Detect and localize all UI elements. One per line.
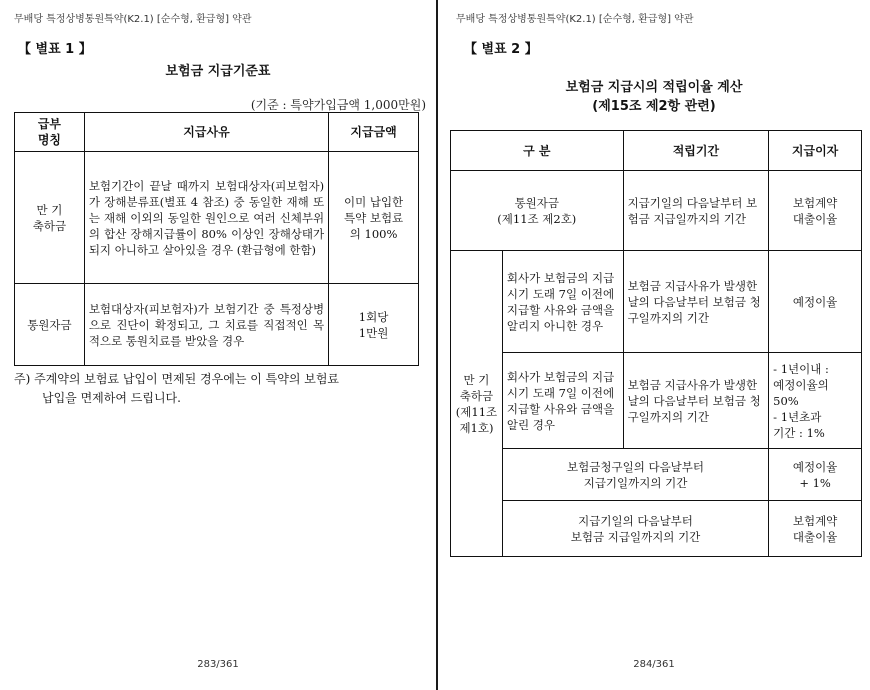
footnote-line: 납입을 면제하여 드립니다. [42,391,181,405]
period-cell: 지급기일의 다음날부터 보험금 지급일까지의 기간 [623,171,769,251]
category-cell: 통원자금 (제11조 제2호) [451,171,624,251]
column-header: 지급사유 [84,113,328,152]
benefit-table [14,112,419,366]
period-cell: 보험금청구일의 다음날부터 지급기일까지의 기간 [502,449,768,501]
table-header-row [451,131,862,171]
benefit-amount-cell: 이미 납입한 특약 보험료 의 100% [329,152,419,284]
benefit-reason-cell: 보험대상자(피보험자)가 보험기간 중 특정상병으로 진단이 확정되고, 그 치료를 직접적인 목적으로 통원치료를 받았을 경우 [84,284,328,366]
table-row [451,251,862,353]
table-row [15,284,419,366]
period-cell: 보험금 지급사유가 발생한 날의 다음날부터 보험금 청구일까지의 기간 [623,353,769,449]
interest-cell: 보험계약 대출이율 [769,171,862,251]
table-row [451,449,862,501]
interest-cell: 예정이율 + 1% [769,449,862,501]
benefit-name-cell: 만 기 축하금 [15,152,85,284]
interest-table [450,130,862,557]
condition-cell: 회사가 보험금의 지급시기 도래 7일 이전에 지급할 사유와 금액을 알리지 아니한 경우 [502,251,623,353]
footnote [14,370,424,408]
column-header: 지급이자 [769,131,862,171]
column-header: 구 분 [451,131,624,171]
footnote-line: 주) 주계약의 보험료 납입이 면제된 경우에는 이 특약의 보험료 [14,372,339,386]
column-header: 지급금액 [329,113,419,152]
table-row [451,501,862,557]
table-row [451,171,862,251]
table-header-row [15,113,419,152]
appendix-label: 【 별표 2 】 [464,42,538,57]
page-number: 284/361 [633,659,675,670]
benefit-reason-cell: 보험기간이 끝날 때까지 보험대상자(피보험자)가 장해분류표(별표 4 참조) 중 동일한 재해 또는 재해 이외의 동일한 원인으로 여러 신체부위의 합산 장해지급률이 80% 이상인 장해상태가 되지 아니하고 살아있을 경우 (환급형에 한함) [84,152,328,284]
table-title: 보험금 지급시의 적립이율 계산 [565,80,743,95]
interest-cell: 예정이율 [769,251,862,353]
condition-cell: 회사가 보험금의 지급시기 도래 7일 이전에 지급할 사유와 금액을 알린 경우 [502,353,623,449]
basis-note: (기준 : 특약가입금액 1,000만원) [250,98,426,112]
period-cell: 보험금 지급사유가 발생한 날의 다음날부터 보험금 청구일까지의 기간 [623,251,769,353]
right-page [438,0,870,690]
table-row [451,353,862,449]
table-row [15,152,419,284]
appendix-label: 【 별표 1 】 [18,42,92,57]
column-header: 급부 명칭 [15,113,85,152]
period-cell: 지급기일의 다음날부터 보험금 지급일까지의 기간 [502,501,768,557]
column-header: 적립기간 [623,131,769,171]
interest-cell: 보험계약 대출이율 [769,501,862,557]
benefit-amount-cell: 1회당 1만원 [329,284,419,366]
table-title: 보험금 지급기준표 [165,64,271,79]
page-header: 무배당 특정상병통원특약(K2.1) [순수형, 환급형] 약관 [14,14,252,25]
table-subtitle: (제15조 제2항 관련) [592,99,716,114]
interest-cell: - 1년이내 : 예정이율의 50% - 1년초과 기간 : 1% [769,353,862,449]
benefit-name-cell: 통원자금 [15,284,85,366]
group-label-cell: 만 기 축하금 (제11조 제1호) [451,251,503,557]
page-number: 283/361 [197,659,239,670]
page-header: 무배당 특정상병통원특약(K2.1) [순수형, 환급형] 약관 [456,14,694,25]
